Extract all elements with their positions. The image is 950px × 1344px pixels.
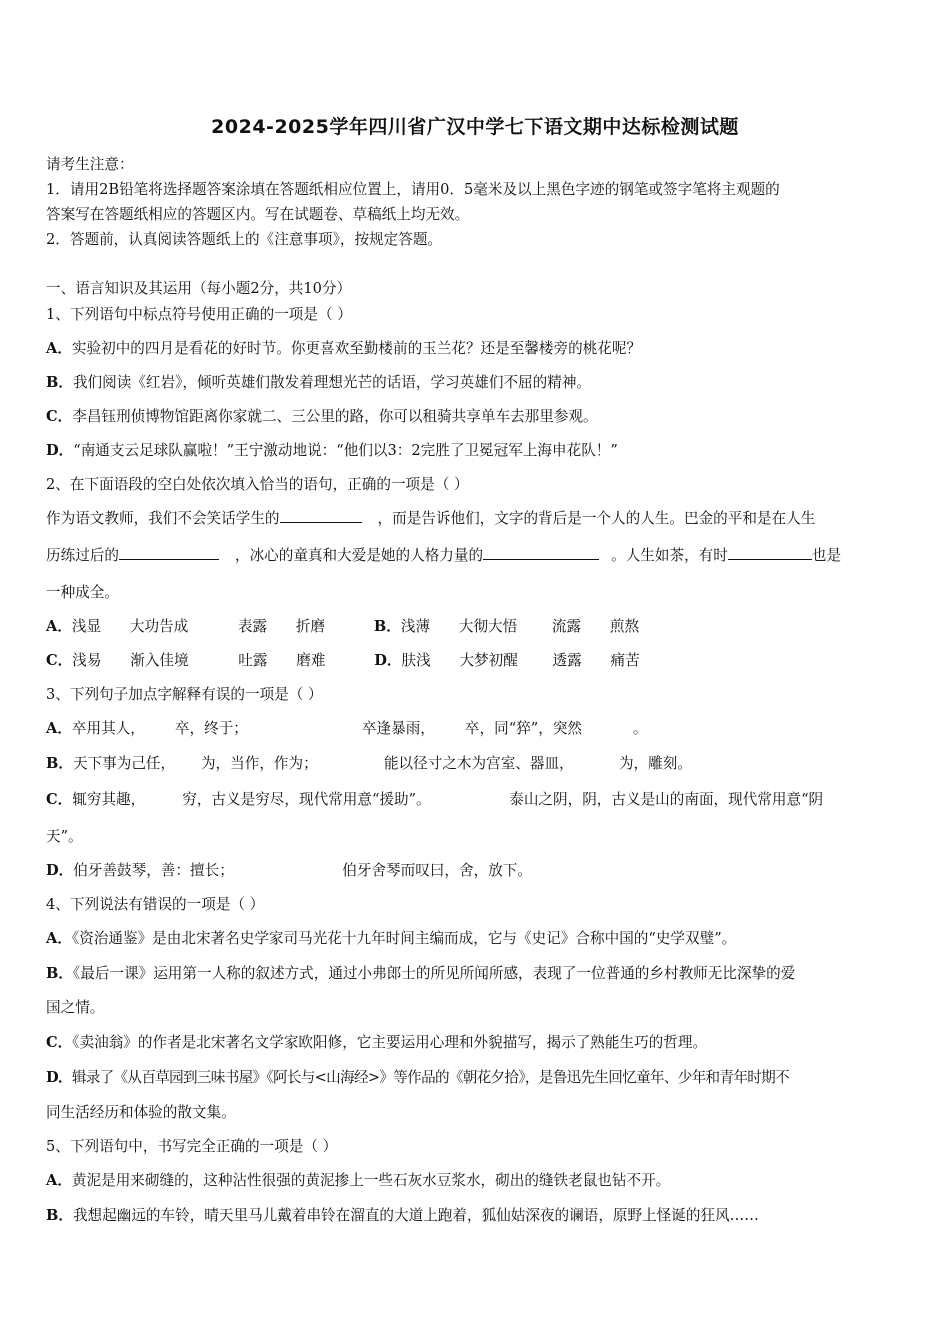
passage-text: 也是 (811, 547, 842, 564)
option-label: D． (46, 1069, 72, 1086)
option-text: 。 (632, 720, 648, 737)
option-text: 为，当作，作为； (200, 755, 318, 772)
passage-text: 。人生如茶，有时 (611, 547, 728, 564)
q2-options-row-2 (46, 649, 640, 670)
option-label: A． (46, 720, 72, 737)
option-text: 为，雕刻。 (618, 755, 692, 772)
question-3-stem: 3、下列句子加点字解释有误的一项是（ ） (46, 686, 323, 703)
option-word: 流露 (551, 618, 582, 635)
option-text: 卒，同“猝”，突然 (464, 720, 583, 737)
option-label: D． (46, 442, 74, 459)
q1-option-b (46, 371, 591, 392)
option-word: 表露 (237, 618, 268, 635)
option-label: B． (46, 755, 73, 772)
page-title: 2024-2025学年四川省广汉中学七下语文期中达标检测试题 (211, 116, 739, 138)
q3-option-b (46, 752, 692, 773)
fill-blank (483, 544, 599, 560)
option-text: 辄穷其趣， (72, 791, 146, 808)
q3-option-d (46, 859, 532, 880)
q4-option-b-cont: 国之情。 (46, 999, 105, 1016)
question-2-stem: 2、在下面语段的空白处依次填入恰当的语句，正确的一项是（ ） (46, 476, 469, 493)
q2-passage-line-2 (46, 544, 841, 565)
option-word: 煎熬 (609, 618, 640, 635)
option-text: 伯牙舍琴而叹曰，舍，放下。 (342, 862, 532, 879)
option-text: 卒逢暴雨， (361, 720, 435, 737)
option-label: C． (46, 1034, 73, 1051)
fill-blank (728, 544, 812, 560)
option-text: 伯牙善鼓琴，善：擅长； (73, 862, 234, 879)
notice-heading: 请考生注意： (46, 156, 134, 173)
option-word: 磨难 (296, 652, 326, 669)
q3-option-c-cont: 天”。 (46, 828, 83, 845)
q1-option-d (46, 439, 618, 460)
option-text: 天下事为己任， (72, 755, 176, 772)
option-text: 《最后一课》运用第一人称的叙述方式，通过小弗郎士的所见所闻所感，表现了一位普通的乡村教师无比深挚的爱 (72, 965, 796, 982)
option-label: B． (46, 374, 73, 391)
q3-option-a (46, 717, 648, 738)
option-text: 能以径寸之木为宫室、器皿， (383, 755, 574, 772)
q2-options-row-1 (46, 615, 639, 636)
option-text: 我想起幽远的车铃，晴天里马儿戴着串铃在溜直的大道上跑着，狐仙姑深夜的谰语，原野上怪诞的狂风…… (72, 1207, 759, 1224)
q5-option-a (46, 1169, 670, 1190)
option-label: A． (46, 930, 72, 947)
q4-option-d (46, 1066, 789, 1087)
fill-blank (280, 507, 362, 523)
passage-text: 作为语文教师，我们不会笑话学生的 (46, 510, 280, 527)
passage-text: 历练过后的 (46, 547, 119, 564)
q5-option-b (46, 1204, 759, 1225)
option-text: 穷，古义是穷尽，现代常用意“援助”。 (182, 791, 431, 808)
option-text: 泰山之阴，阴，古义是山的南面，现代常用意“阴 (509, 791, 824, 808)
notice-item-1: 1．请用2B铅笔将选择题答案涂填在答题纸相应位置上，请用0．5毫米及以上黑色字迹的钢笔或签字笔将主观题的 (46, 181, 780, 198)
q4-option-b (46, 962, 795, 983)
option-text: “南通支云足球队赢啦！”王宁激动地说：“他们以3：2完胜了卫冕冠军上海申花队！” (73, 442, 618, 459)
option-label: C． (46, 408, 73, 425)
section-heading: 一、语言知识及其运用（每小题2分，共10分） (46, 280, 352, 297)
option-word: 大彻大悟 (458, 618, 518, 635)
option-word: 肤浅 (401, 652, 431, 669)
notice-item-2: 2．答题前，认真阅读答题纸上的《注意事项》，按规定答题。 (46, 231, 443, 248)
option-label: B． (46, 1207, 73, 1224)
option-word: 大梦初醒 (459, 652, 518, 669)
option-label: C． (46, 652, 73, 669)
option-label: A． (46, 340, 72, 357)
option-text: 辑录了《从百草园到三味书屋》《阿长与<山海经>》等作品的《朝花夕拾》，是鲁迅先生回忆童年、少年和青年时期不 (71, 1069, 789, 1086)
option-label: A． (46, 618, 72, 635)
question-1-stem: 1、下列语句中标点符号使用正确的一项是（ ） (46, 306, 352, 323)
q2-passage-line-1 (46, 507, 815, 528)
question-5-stem: 5、下列语句中，书写完全正确的一项是（ ） (46, 1138, 338, 1155)
option-label: D． (374, 652, 402, 669)
option-word: 透露 (552, 652, 582, 669)
q1-option-a (46, 337, 641, 358)
q4-option-d-cont: 同生活经历和体验的散文集。 (46, 1104, 236, 1121)
option-label: D． (46, 862, 74, 879)
q2-passage-line-3: 一种成全。 (46, 584, 119, 601)
passage-text: ，冰心的童真和大爱是她的人格力量的 (234, 547, 484, 564)
question-4-stem: 4、下列说法有错误的一项是（ ） (46, 896, 265, 913)
q1-option-c (46, 405, 598, 426)
q4-option-a (46, 927, 736, 948)
passage-text: ，而是告诉他们，文字的背后是一个人的人生。巴金的平和是在人生 (377, 510, 816, 527)
option-text: 我们阅读《红岩》，倾听英雄们散发着理想光芒的话语，学习英雄们不屈的精神。 (72, 374, 592, 391)
q3-option-c (46, 788, 823, 809)
option-word: 吐露 (238, 652, 268, 669)
fill-blank (119, 544, 219, 560)
option-word: 大功告成 (129, 618, 189, 635)
option-word: 浅显 (71, 618, 102, 635)
option-text: 卒用其人， (71, 720, 145, 737)
option-label: A． (46, 1172, 72, 1189)
option-text: 黄泥是用来砌缝的，这种沾性很强的黄泥掺上一些石灰水豆浆水，砌出的缝铁老鼠也钻不开。 (71, 1172, 671, 1189)
option-text: 《卖油翁》的作者是北宋著名文学家欧阳修，它主要运用心理和外貌描写，揭示了熟能生巧的哲理。 (72, 1034, 708, 1051)
option-word: 浅易 (72, 652, 102, 669)
option-text: 卒，终于； (174, 720, 248, 737)
option-text: 《资治通鉴》是由北宋著名史学家司马光花十九年时间主编而成，它与《史记》合称中国的“史学双璧”。 (71, 930, 737, 947)
option-label: B． (373, 618, 401, 635)
option-word: 渐入佳境 (130, 652, 189, 669)
option-label: B． (46, 965, 73, 982)
option-word: 浅薄 (400, 618, 431, 635)
option-word: 折磨 (295, 618, 326, 635)
q4-option-c (46, 1031, 707, 1052)
option-text: 李昌钰刑侦博物馆距离你家就二、三公里的路，你可以租骑共享单车去那里参观。 (72, 408, 598, 425)
notice-item-1-cont: 答案写在答题纸相应的答题区内。写在试题卷、草稿纸上均无效。 (46, 206, 470, 223)
option-text: 实验初中的四月是看花的好时节。你更喜欢至勤楼前的玉兰花？还是至馨楼旁的桃花呢？ (71, 340, 642, 357)
option-word: 痛苦 (610, 652, 640, 669)
option-label: C． (46, 791, 73, 808)
